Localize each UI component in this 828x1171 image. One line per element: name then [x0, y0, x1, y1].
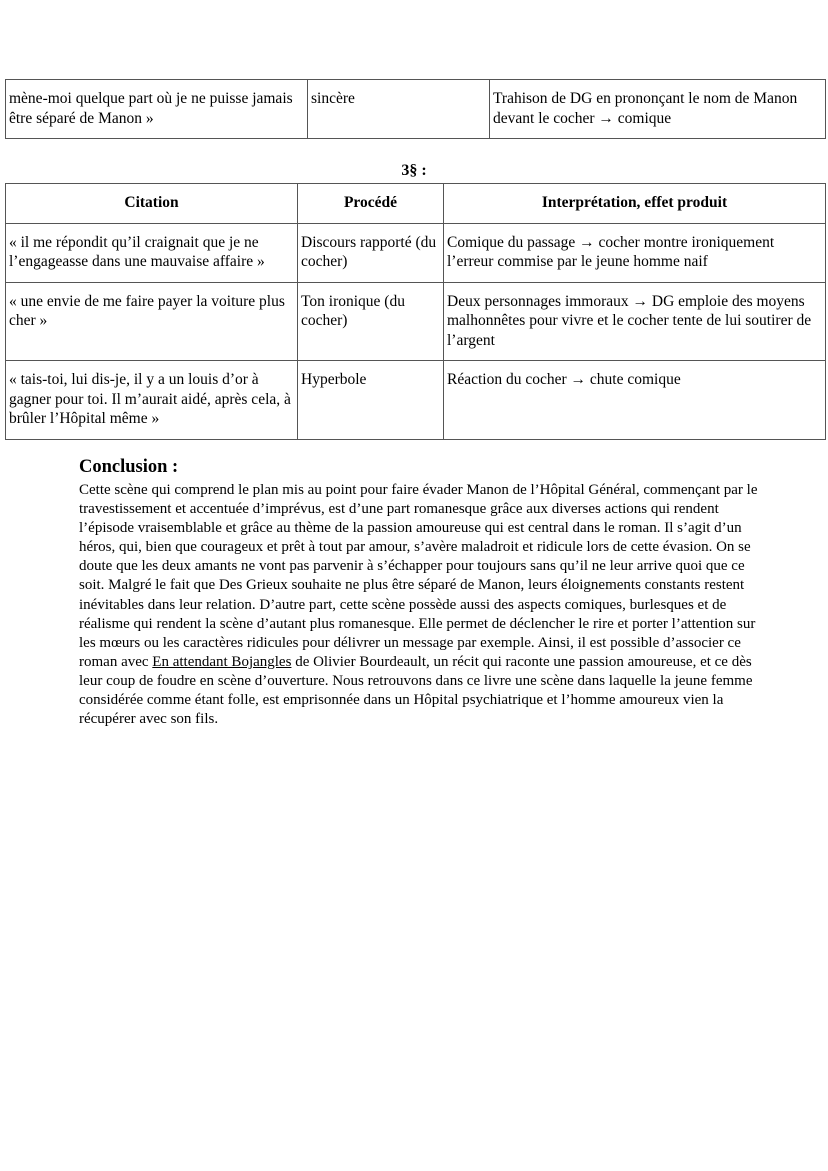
procede-cell: Discours rapporté (du cocher) [298, 223, 444, 282]
header-citation: Citation [6, 184, 298, 224]
conclusion-text-part-1: Cette scène qui comprend le plan mis au point pour faire évader Manon de l’Hôpital Général, commençant par le travestissement et accentuée d’imprévus, est d’une part romanesque grâce aux diverses actions qui rendent l’épisode vraisemblable et grâce au thème de la passion amoureuse qui est central dans le roman. Il s’agit d’un héros, qui, bien que courageux et prêt à tout par amour, s’avère maladroit et ridicule lors de cette évasion. On se doute que les deux amants ne vont pas parvenir à s’échapper pour toujours sans qu’il ne leur arrive quoi que ce soit. Malgré le fait que Des Grieux souhaite ne plus être séparé de Manon, leurs éloignements constants restent inévitables dans leur relation. D’autre part, cette scène possède aussi des aspects comiques, burlesques et de réalisme qui rendent la scène d’autant plus romanesque. Elle permet de déclencher le rire et porter l’attention sur les mœurs ou les caractères ridicules pour délivrer un message par exemple. Ainsi, il est possible d’associer ce roman avec [79, 482, 758, 670]
interpretation-cell: Deux personnages immoraux → DG emploie des moyens malhonnêtes pour vivre et le cocher tente de lui soutirer de l’argent [444, 282, 826, 361]
procede-cell: Ton ironique (du cocher) [298, 282, 444, 361]
table-header-row [6, 184, 826, 224]
table-row [6, 282, 826, 361]
interpretation-cell: Comique du passage → cocher montre ironiquement l’erreur commise par le jeune homme naif [444, 223, 826, 282]
continued-analysis-table [5, 79, 826, 139]
table-row [6, 80, 826, 139]
header-procede: Procédé [298, 184, 444, 224]
citation-cell: « il me répondit qu’il craignait que je ne l’engageasse dans une mauvaise affaire » [6, 223, 298, 282]
interpretation-cell: Trahison de DG en prononçant le nom de Manon devant le cocher → comique [490, 80, 826, 139]
citation-cell: « tais-toi, lui dis-je, il y a un louis d’or à gagner pour toi. Il m’aurait aidé, après cela, à brûler l’Hôpital même » [6, 361, 298, 440]
table-row [6, 223, 826, 282]
citation-cell: mène-moi quelque part où je ne puisse jamais être séparé de Manon » [6, 80, 308, 139]
section-heading: 3§ : [401, 162, 427, 179]
conclusion-text-part-2: de Olivier Bourdeault, un récit qui raconte une passion amoureuse, et ce dès leur coup de foudre en scène d’ouverture. Nous retrouvons dans ce livre une scène dans laquelle la jeune femme considérée comme étant folle, est emprisonnée dans un Hôpital psychiatrique et l’homme amoureux vien la récupérer avec son fils. [79, 653, 753, 728]
conclusion-paragraph [79, 481, 759, 729]
analysis-table [5, 183, 826, 440]
table-row [6, 361, 826, 440]
procede-cell: Hyperbole [298, 361, 444, 440]
header-interpretation: Interprétation, effet produit [444, 184, 826, 224]
conclusion-section [79, 455, 759, 729]
book-title-link: En attendant Bojangles [152, 653, 292, 670]
procede-cell: sincère [308, 80, 490, 139]
citation-cell: « une envie de me faire payer la voiture plus cher » [6, 282, 298, 361]
interpretation-cell: Réaction du cocher → chute comique [444, 361, 826, 440]
conclusion-title: Conclusion : [79, 457, 179, 477]
